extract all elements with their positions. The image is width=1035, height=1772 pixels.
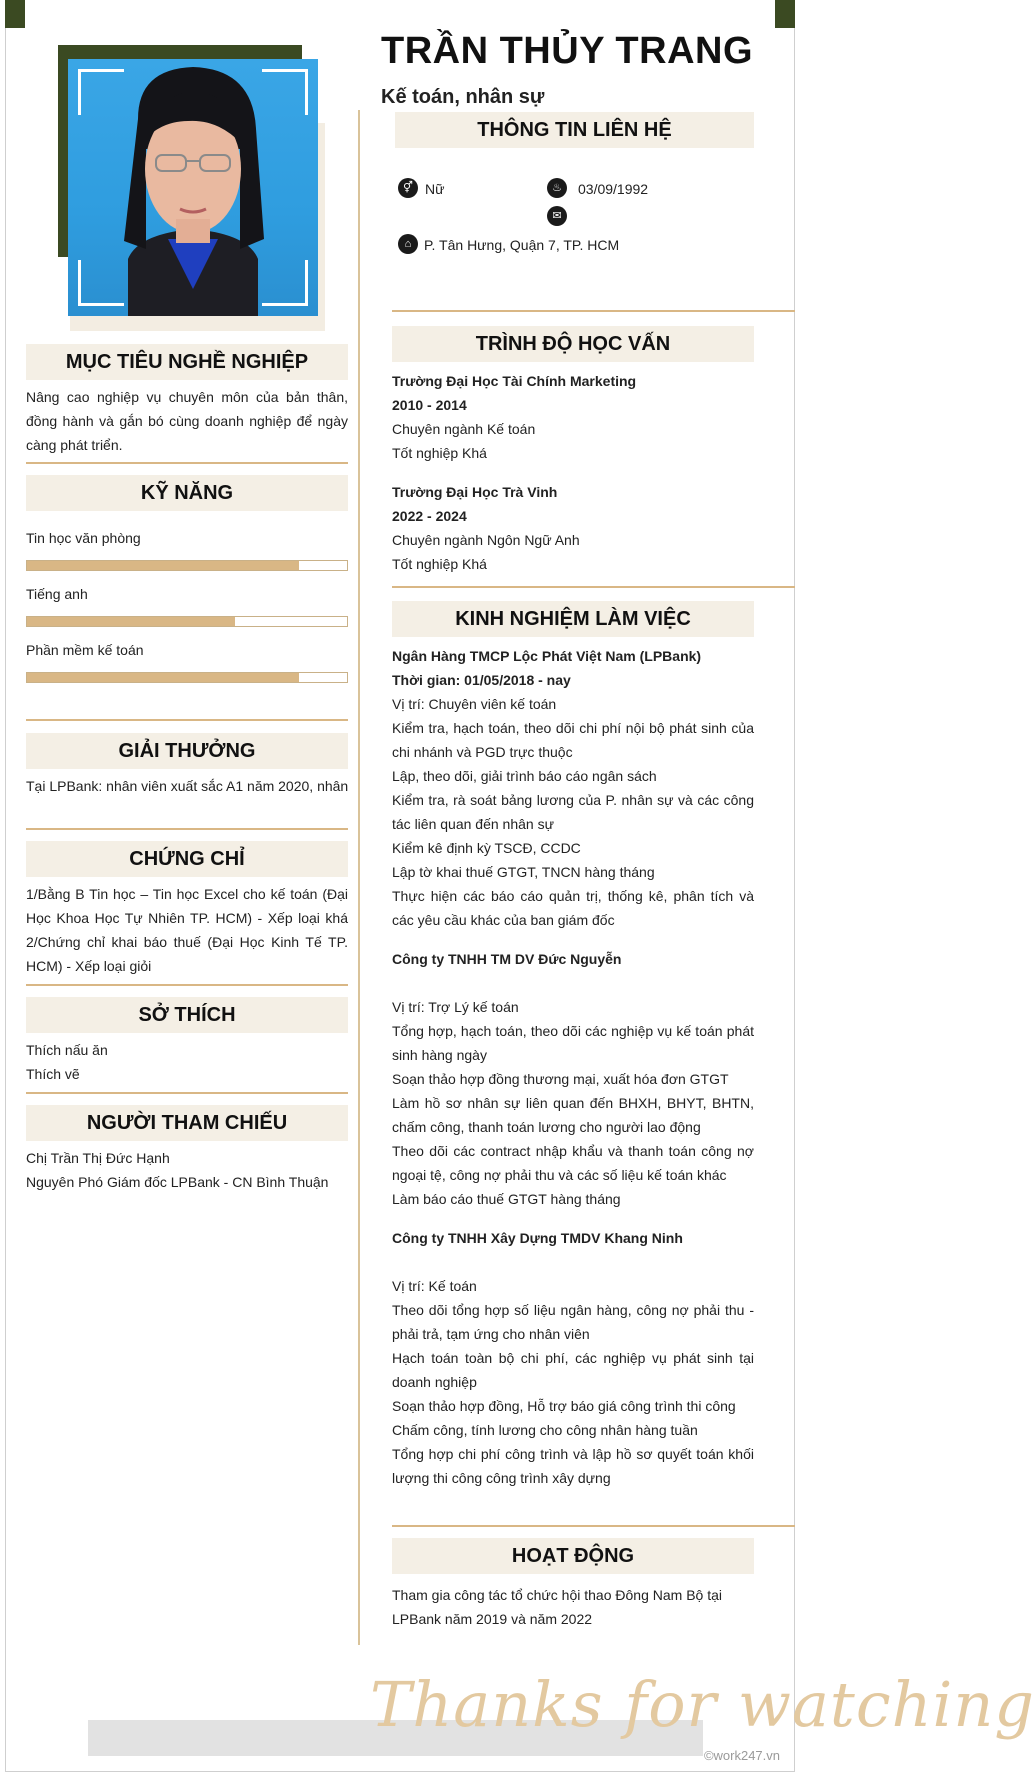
activities-heading: HOẠT ĐỘNG [392, 1538, 754, 1574]
skills-heading: KỸ NĂNG [26, 475, 348, 511]
corner-decoration-left [5, 0, 25, 28]
address-value: P. Tân Hưng, Quận 7, TP. HCM [424, 237, 620, 253]
corner-decoration-right [775, 0, 795, 28]
objective-heading: MỤC TIÊU NGHỀ NGHIỆP [26, 344, 348, 380]
education-heading: TRÌNH ĐỘ HỌC VẤN [392, 326, 754, 362]
job-2-company: Công ty TNHH TM DV Đức Nguyễn [392, 951, 622, 967]
activities-text: Tham gia công tác tổ chức hội thao Đông Nam Bộ tại LPBank năm 2019 và năm 2022 [392, 1587, 722, 1627]
job-3-company: Công ty TNHH Xây Dựng TMDV Khang Ninh [392, 1230, 683, 1246]
gender-icon: ⚥ [398, 178, 418, 198]
candidate-name: TRẦN THỦY TRANG [381, 30, 754, 72]
skill-bar [26, 616, 348, 627]
job-1-task: Lập, theo dõi, giải trình báo cáo ngân sách [392, 768, 657, 784]
objective-text: Nâng cao nghiệp vụ chuyên môn của bản thân, đồng hành và gắn bó cùng doanh nghiệp để ngày càng phát triển. [26, 389, 348, 453]
edu-1-grade: Tốt nghiệp Khá [392, 445, 487, 461]
edu-2-grade: Tốt nghiệp Khá [392, 556, 487, 572]
job-3-task: Tổng hợp chi phí công trình và lập hồ sơ quyết toán khối lượng thi công công trình xây dựng [392, 1446, 754, 1486]
skill-label: Tin học văn phòng [26, 530, 141, 546]
edu-1-years: 2010 - 2014 [392, 397, 467, 413]
skill-label: Tiếng anh [26, 586, 88, 602]
reference-name: Chị Trần Thị Đức Hạnh [26, 1150, 170, 1166]
gender-value: Nữ [425, 181, 445, 197]
job-2-task: Làm hồ sơ nhân sự liên quan đến BHXH, BHYT, BHTN, chấm công, thanh toán lương cho người lao động [392, 1095, 754, 1135]
reference-position: Nguyên Phó Giám đốc LPBank - CN Bình Thuận [26, 1174, 329, 1190]
hobbies-heading: SỞ THÍCH [26, 997, 348, 1033]
edu-2-years: 2022 - 2024 [392, 508, 467, 524]
watermark: ©work247.vn [703, 1748, 780, 1763]
job-2-task: Làm báo cáo thuế GTGT hàng tháng [392, 1191, 621, 1207]
birthday-value: 03/09/1992 [578, 181, 649, 197]
hobby-item: Thích nấu ăn [26, 1042, 108, 1058]
experience-heading: KINH NGHIỆM LÀM VIỆC [392, 601, 754, 637]
edu-1-school: Trường Đại Học Tài Chính Marketing [392, 373, 637, 389]
edu-1-major: Chuyên ngành Kế toán [392, 421, 536, 437]
certificates-text: 1/Bằng B Tin học – Tin học Excel cho kế toán (Đại Học Khoa Học Tự Nhiên TP. HCM) - Xếp loại khá 2/Chứng chỉ khai báo thuế (Đại Học Kinh Tế TP. HCM) - Xếp loại giỏi [26, 886, 348, 974]
skill-bar [26, 672, 348, 683]
job-1-task: Kiểm tra, hạch toán, theo dõi chi phí nội bộ phát sinh của chi nhánh và PGD trực thuộc [392, 720, 754, 760]
job-2-task: Theo dõi các contract nhập khẩu và thanh toán công nợ ngoại tệ, công nợ phải thu và các số liệu kế toán khác [392, 1143, 754, 1183]
job-1-company: Ngân Hàng TMCP Lộc Phát Việt Nam (LPBank) [392, 648, 702, 664]
column-divider [358, 110, 360, 1645]
awards-heading: GIẢI THƯỞNG [26, 733, 348, 769]
hobby-item: Thích vẽ [26, 1066, 80, 1082]
skill-bar [26, 560, 348, 571]
job-1-role: Vị trí: Chuyên viên kế toán [392, 696, 557, 712]
birthday-icon: ♨ [547, 178, 567, 198]
job-title: Kế toán, nhân sự [381, 86, 545, 108]
certificates-heading: CHỨNG CHỈ [26, 841, 348, 877]
job-1-task: Thực hiện các báo cáo quản trị, thống kê, phân tích và các yêu cầu khác của ban giám đốc [392, 888, 754, 928]
awards-text: Tại LPBank: nhân viên xuất sắc A1 năm 2020, nhân [26, 778, 349, 794]
profile-photo [68, 59, 318, 316]
job-3-role: Vị trí: Kế toán [392, 1278, 477, 1294]
job-1-task: Lập tờ khai thuế GTGT, TNCN hàng tháng [392, 864, 655, 880]
edu-2-major: Chuyên ngành Ngôn Ngữ Anh [392, 532, 580, 548]
skill-label: Phần mềm kế toán [26, 642, 144, 658]
edu-2-school: Trường Đại Học Trà Vinh [392, 484, 558, 500]
thanks-signature: Thanks for watching [370, 1668, 1035, 1741]
job-1-task: Kiểm tra, rà soát bảng lương của P. nhân sự và các công tác liên quan đến nhân sự [392, 792, 754, 832]
email-icon: ✉ [547, 206, 567, 226]
job-3-task: Theo dõi tổng hợp số liệu ngân hàng, công nợ phải thu - phải trả, tạm ứng cho nhân viên [392, 1302, 754, 1342]
job-3-task: Hạch toán toàn bộ chi phí, các nghiệp vụ phát sinh tại doanh nghiệp [392, 1350, 754, 1390]
job-2-task: Tổng hợp, hạch toán, theo dõi các nghiệp vụ kế toán phát sinh hàng ngày [392, 1023, 754, 1063]
job-3-task: Soạn thảo hợp đồng, Hỗ trợ báo giá công trình thi công [392, 1398, 736, 1414]
job-3-task: Chấm công, tính lương cho công nhân hàng tuần [392, 1422, 698, 1438]
job-2-task: Soạn thảo hợp đồng thương mại, xuất hóa đơn GTGT [392, 1071, 729, 1087]
job-1-time: Thời gian: 01/05/2018 - nay [392, 672, 571, 688]
profile-photo-block [58, 45, 328, 331]
job-2-role: Vị trí: Trợ Lý kế toán [392, 999, 519, 1015]
job-1-task: Kiểm kê định kỳ TSCĐ, CCDC [392, 840, 581, 856]
contact-heading: THÔNG TIN LIÊN HỆ [395, 112, 754, 148]
references-heading: NGƯỜI THAM CHIẾU [26, 1105, 348, 1141]
location-icon: ⌂ [398, 234, 418, 254]
